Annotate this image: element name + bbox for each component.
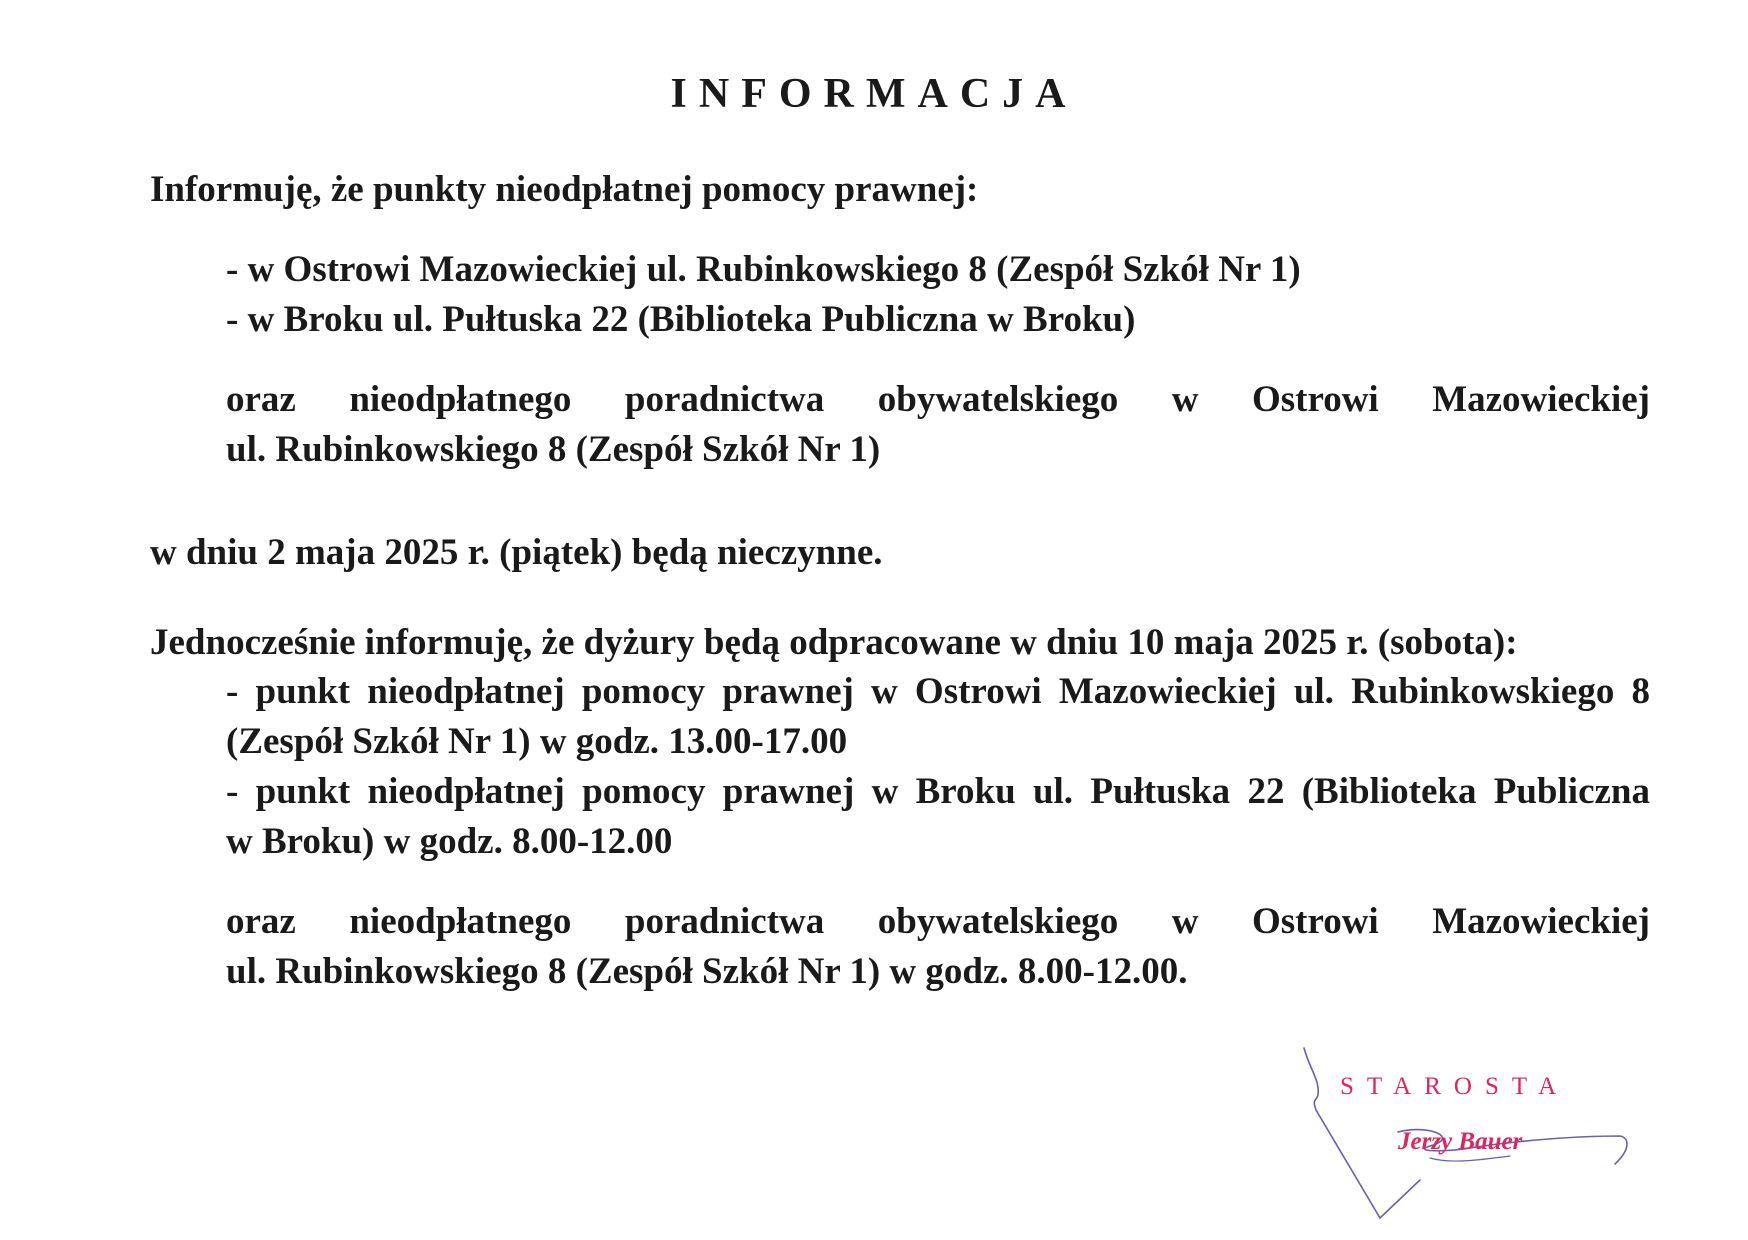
civic-advice-line-1: oraz nieodpłatnego poradnictwa obywatelskiego w Ostrowi Mazowieckiej [226, 379, 1650, 420]
civic-advice-2-line-2: ul. Rubinkowskiego 8 (Zespół Szkół Nr 1) w godz. 8.00-12.00. [226, 951, 1188, 992]
closed-notice: w dniu 2 maja 2025 r. (piątek) będą nieczynne. [150, 532, 883, 573]
makeup-point-brok-line-2: w Broku) w godz. 8.00-12.00 [226, 821, 673, 862]
civic-advice-2-line-1: oraz nieodpłatnego poradnictwa obywatelskiego w Ostrowi Mazowieckiej [226, 901, 1650, 942]
point-ostrow: - w Ostrowi Mazowieckiej ul. Rubinkowskiego 8 (Zespół Szkół Nr 1) [226, 249, 1301, 290]
makeup-point-brok-line-1: - punkt nieodpłatnej pomocy prawnej w Broku ul. Pułtuska 22 (Biblioteka Publiczna [226, 771, 1650, 812]
stamp-title: STAROSTA [1340, 1073, 1570, 1100]
makeup-intro: Jednocześnie informuję, że dyżury będą odpracowane w dniu 10 maja 2025 r. (sobota): [150, 622, 1518, 663]
civic-advice-line-2: ul. Rubinkowskiego 8 (Zespół Szkół Nr 1) [226, 429, 881, 470]
makeup-point-ostrow-line-2: (Zespół Szkół Nr 1) w godz. 13.00-17.00 [226, 721, 848, 762]
intro-paragraph: Informuję, że punkty nieodpłatnej pomocy prawnej: [150, 169, 979, 210]
stamp-name: Jerzy Bauer [1398, 1128, 1523, 1155]
point-brok: - w Broku ul. Pułtuska 22 (Biblioteka Publiczna w Broku) [226, 299, 1136, 340]
makeup-point-ostrow-line-1: - punkt nieodpłatnej pomocy prawnej w Ostrowi Mazowieckiej ul. Rubinkowskiego 8 [226, 671, 1650, 712]
document-title: INFORMACJA [670, 71, 1078, 117]
